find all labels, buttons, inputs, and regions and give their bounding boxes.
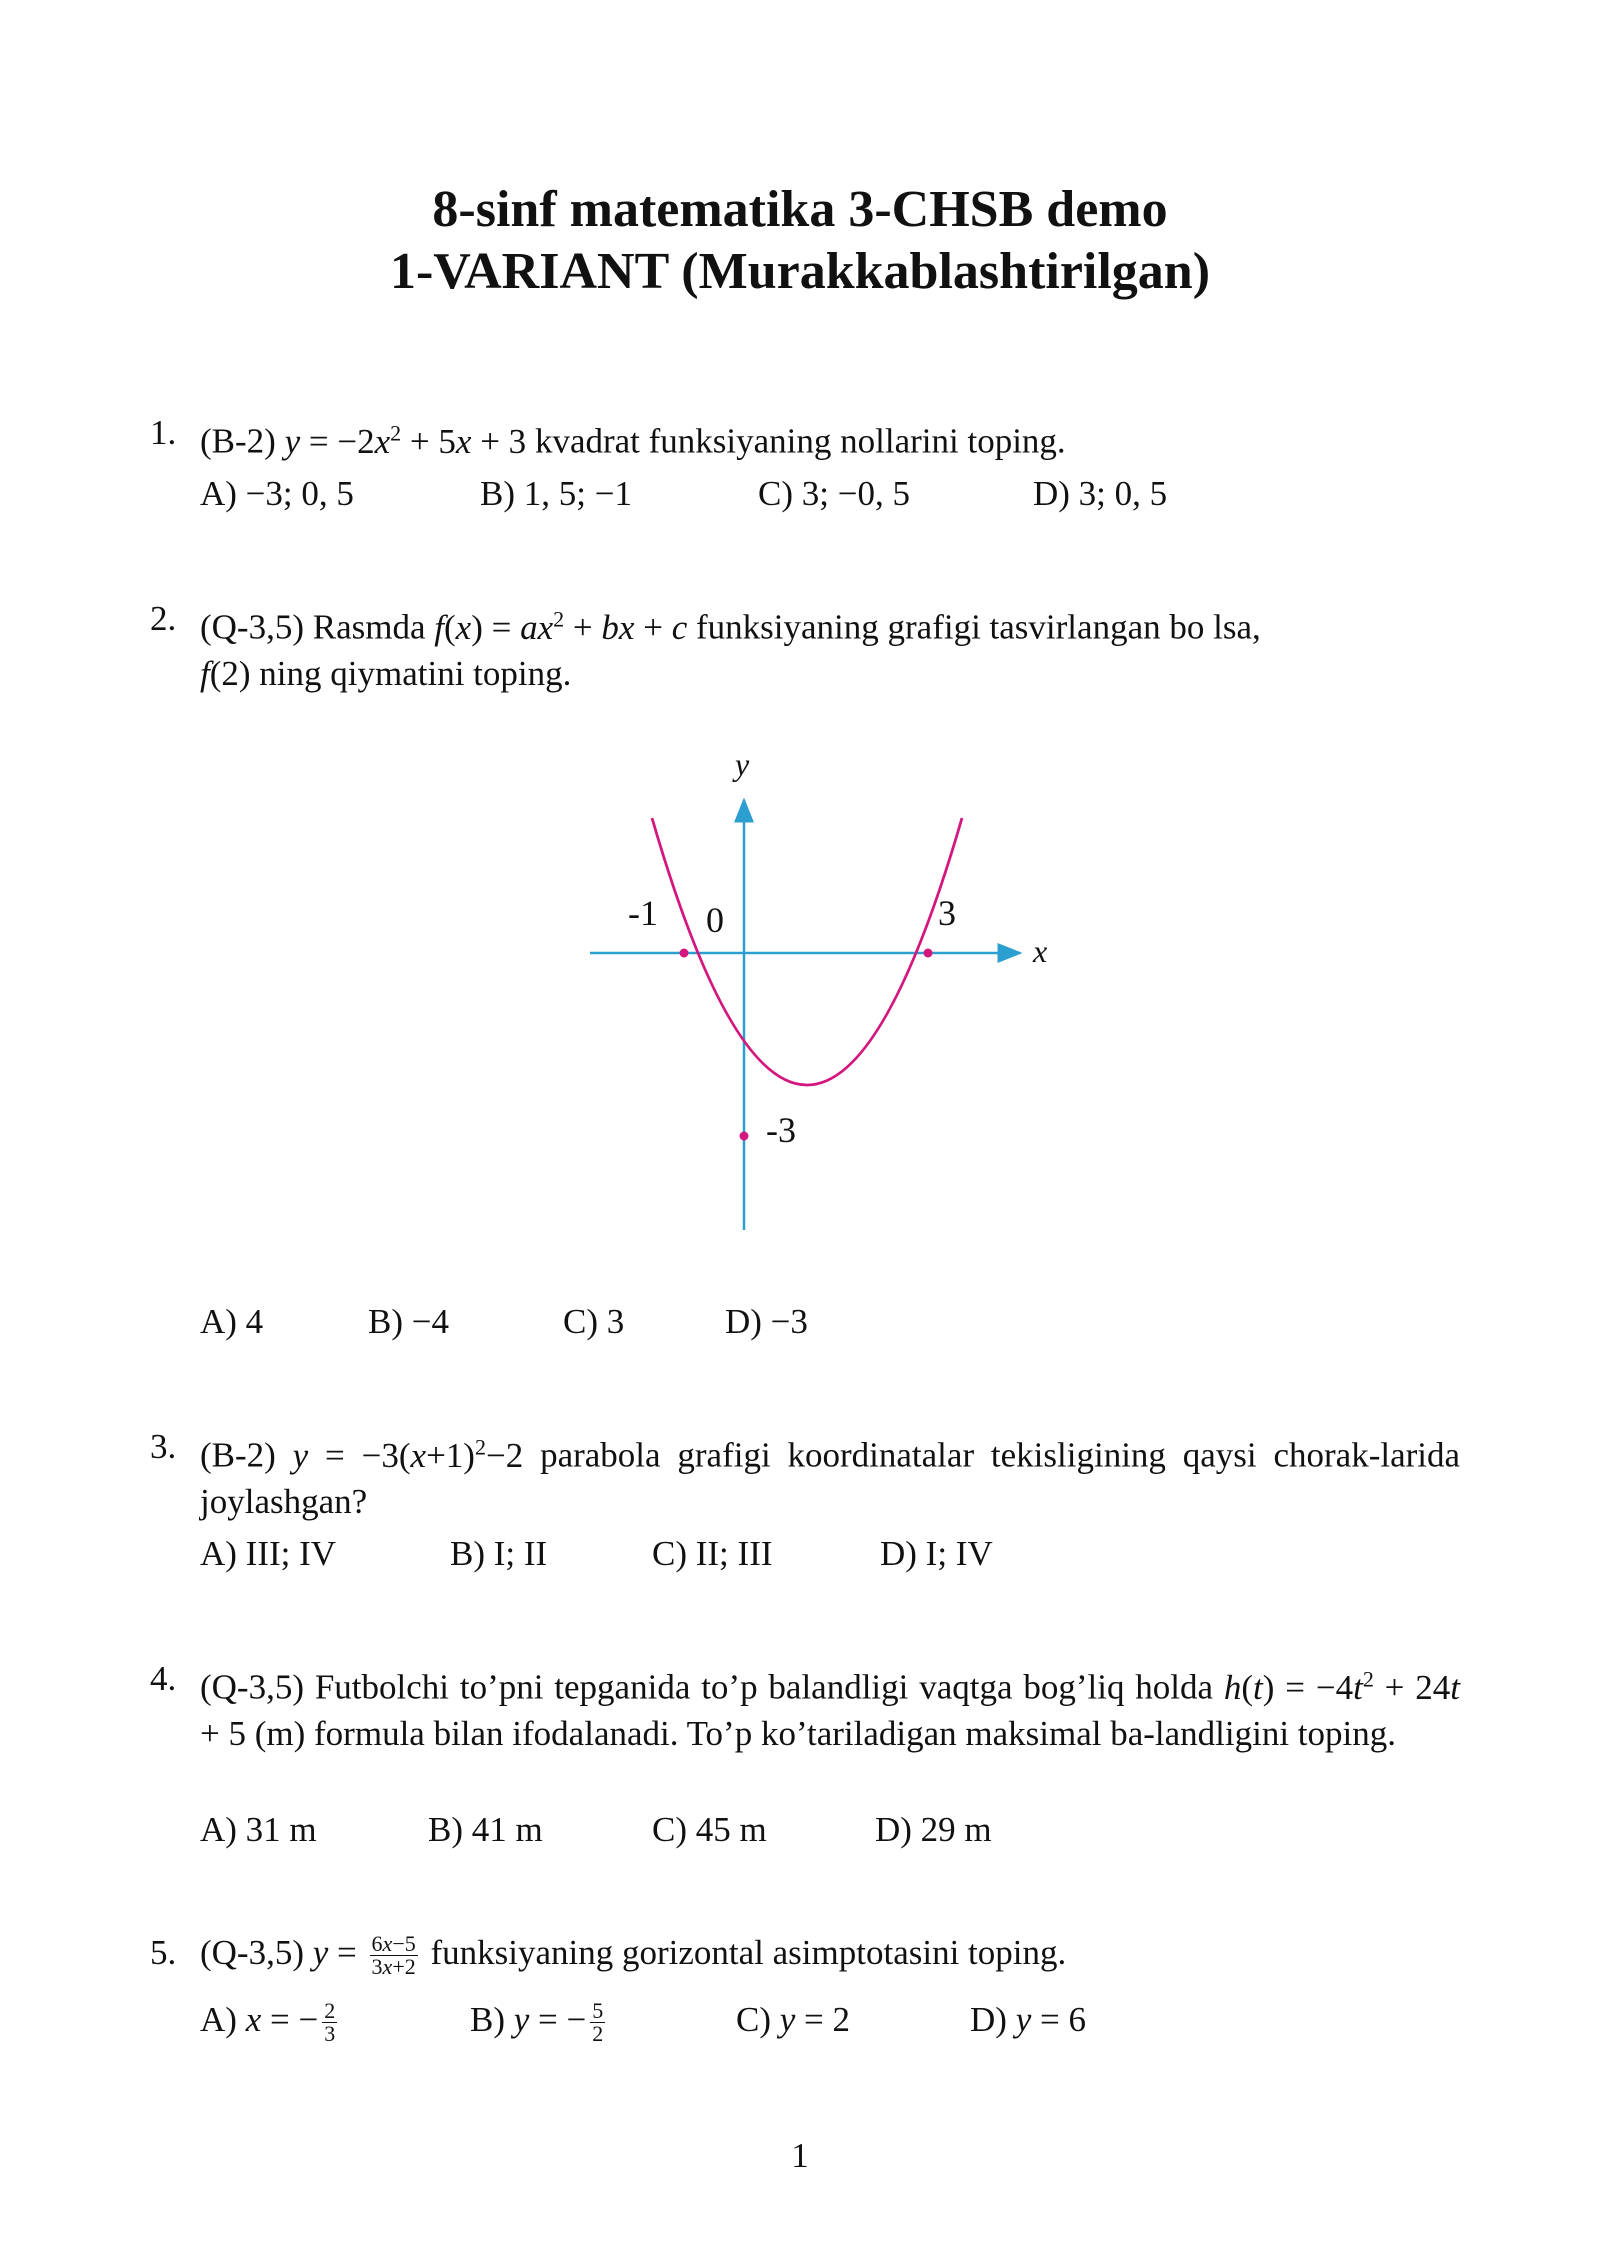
option-c[interactable]: C) y = 2: [736, 2000, 851, 2039]
root-right-label: 3: [938, 893, 956, 933]
question-5: [150, 1930, 1460, 1978]
question-text: (Q-3,5) y = $\frac{6x-5}{3x+2}$ funksiyaning gorizontal asimptotasini toping.: [200, 1931, 1067, 1980]
x-axis-label: x: [1033, 933, 1048, 969]
question-3: [150, 1424, 1460, 1525]
question-number: 3.: [150, 1427, 177, 1466]
option-d[interactable]: D) 29 m: [875, 1810, 992, 1849]
question-2: [150, 596, 1460, 697]
option-a[interactable]: A) x = − $\frac{2}{3}$: [200, 1998, 336, 2047]
option-d[interactable]: D) y = 6: [970, 2000, 1086, 2039]
question-tag: (Q-3,5): [200, 1667, 304, 1707]
option-b[interactable]: B) y = − $\frac{5}{2}$: [470, 1998, 604, 2047]
question-number: 1.: [150, 413, 177, 452]
option-b[interactable]: B) I; II: [450, 1534, 548, 1573]
option-c[interactable]: C) II; III: [652, 1534, 773, 1573]
question-number: 5.: [150, 1933, 177, 1972]
option-b[interactable]: B) 41 m: [428, 1810, 543, 1849]
question-number: 2.: [150, 599, 177, 638]
page-title-line2: 1-VARIANT (Murakkablashtirilgan): [389, 243, 1211, 300]
question-text: (Q-3,5) Rasmda $f(x) = ax^2$ + bx + c funksiyaning grafigi tasvirlangan bo lsa, f(2) ning qiymatini toping.: [200, 606, 1261, 693]
option-d[interactable]: D) I; IV: [880, 1534, 993, 1573]
question-4: [150, 1656, 1460, 1757]
option-a[interactable]: A) III; IV: [200, 1534, 337, 1573]
y-axis-label: y: [735, 746, 750, 782]
option-a[interactable]: A) 31 m: [200, 1810, 317, 1849]
question-tag: (B-2): [200, 421, 276, 461]
formula: $y = -2x^2 + 5x + 3$: [284, 420, 527, 461]
option-a[interactable]: A) −3; 0, 5: [200, 474, 354, 513]
root-left-label: -1: [628, 893, 658, 933]
option-c[interactable]: C) 3: [563, 1302, 625, 1341]
formula: y = $\frac{6x-5}{3x+2}$: [312, 1931, 416, 1980]
root-right-point: [924, 949, 933, 958]
option-b[interactable]: B) 1, 5; −1: [480, 474, 632, 513]
origin-label: 0: [706, 900, 724, 940]
parabola-curve: [652, 818, 962, 1085]
formula: f(2): [200, 653, 251, 693]
page-number: 1: [791, 2136, 809, 2175]
question-text: (B-2) $y = -2x^2 + 5x + 3$ kvadrat funksiyaning nollarini toping.: [200, 420, 1066, 461]
option-c[interactable]: C) 45 m: [652, 1810, 767, 1849]
option-d[interactable]: D) −3: [725, 1302, 808, 1341]
formula: $h(t) = -4t^2 + 24t + 5$ (m): [200, 1666, 1460, 1753]
option-b[interactable]: B) −4: [368, 1302, 449, 1341]
option-c[interactable]: C) 3; −0, 5: [758, 474, 910, 513]
y-intercept-point: [740, 1132, 749, 1141]
question-tag: (B-2): [200, 1435, 276, 1475]
parabola-graph: [570, 740, 1050, 1260]
question-text: (B-2) $y = -3(x+1)^2-2$ parabola grafigi koordinatalar tekisligining qaysi chorak-larida joylashgan?: [200, 1434, 1461, 1521]
y-intercept-label: -3: [766, 1110, 796, 1150]
question-tag: (Q-3,5): [200, 1933, 304, 1972]
root-left-point: [680, 949, 689, 958]
page-title-line1: 8-sinf matematika 3-CHSB demo: [432, 181, 1168, 238]
question-tag: (Q-3,5): [200, 607, 304, 647]
question-text: (Q-3,5) Futbolchi to’pni tepganida to’p balandligi vaqtga bog’liq holda $h(t) = -4t^2 + 24t + 5$ (m) formula bilan ifodalanadi. To’p ko’tariladigan maksimal ba-landligini toping.: [200, 1666, 1460, 1753]
question-1: [150, 410, 1460, 465]
option-d[interactable]: D) 3; 0, 5: [1033, 474, 1168, 513]
formula: $y = -3(x+1)^2-2$: [292, 1434, 524, 1475]
formula: $f(x) = ax^2$ + bx + c: [434, 606, 688, 647]
question-number: 4.: [150, 1659, 177, 1698]
option-a[interactable]: A) 4: [200, 1302, 264, 1341]
